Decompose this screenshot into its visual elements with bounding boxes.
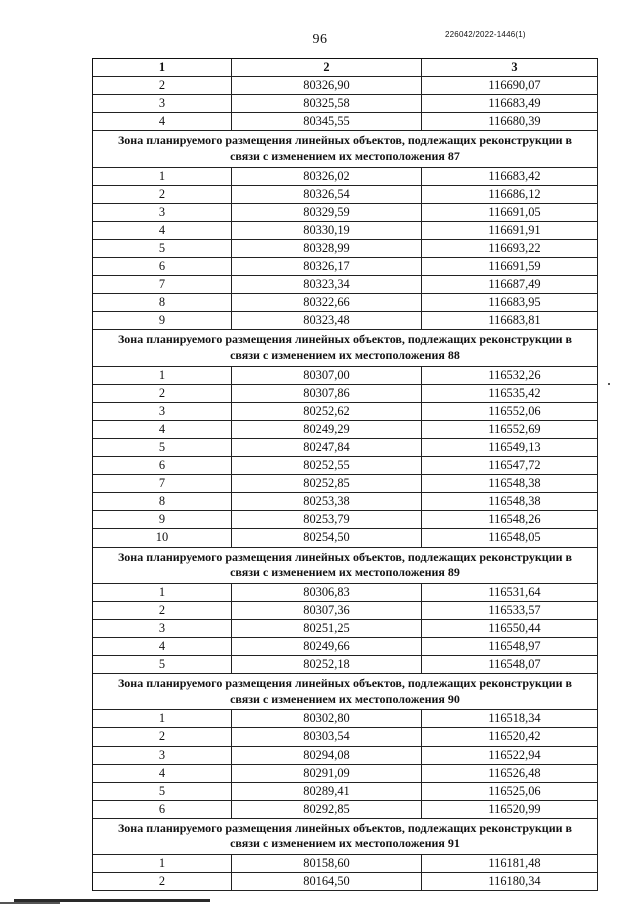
point-number-cell: 7 <box>93 475 232 492</box>
coordinates-table <box>92 58 598 891</box>
zone-heading <box>93 131 598 167</box>
coord-x-cell: 80302,80 <box>232 710 422 727</box>
point-number-cell: 1 <box>93 367 232 384</box>
table-header-row <box>93 59 598 77</box>
coord-y-cell: 116686,12 <box>422 186 598 203</box>
coord-x-cell: 80323,34 <box>232 276 422 293</box>
coord-y-cell: 116548,38 <box>422 493 598 510</box>
table-row <box>93 258 598 276</box>
coord-y-cell: 116181,48 <box>422 855 598 872</box>
coord-x-cell: 80253,79 <box>232 511 422 528</box>
coord-x-cell: 80303,54 <box>232 728 422 745</box>
table-row <box>93 873 598 891</box>
coord-y-cell: 116547,72 <box>422 457 598 474</box>
point-number-cell: 2 <box>93 602 232 619</box>
coord-y-cell: 116525,06 <box>422 783 598 800</box>
table-row <box>93 529 598 547</box>
coord-x-cell: 80289,41 <box>232 783 422 800</box>
point-number-cell: 1 <box>93 584 232 601</box>
point-number-cell: 3 <box>93 403 232 420</box>
table-row <box>93 367 598 385</box>
coord-y-cell: 116683,95 <box>422 294 598 311</box>
table-row <box>93 710 598 728</box>
coord-x-cell: 80345,55 <box>232 113 422 130</box>
coord-y-cell: 116531,64 <box>422 584 598 601</box>
coord-y-cell: 116687,49 <box>422 276 598 293</box>
coord-y-cell: 116549,13 <box>422 439 598 456</box>
table-row <box>93 312 598 330</box>
coord-x-cell: 80254,50 <box>232 529 422 546</box>
point-number-cell: 4 <box>93 421 232 438</box>
coord-x-cell: 80253,38 <box>232 493 422 510</box>
table-row <box>93 584 598 602</box>
coord-x-cell: 80292,85 <box>232 801 422 818</box>
zone-heading <box>93 819 598 855</box>
zone-heading-line1: Зона планируемого размещения линейных объектов, подлежащих реконструкции в <box>117 133 573 148</box>
coord-x-cell: 80306,83 <box>232 584 422 601</box>
coord-x-cell: 80307,86 <box>232 385 422 402</box>
coord-x-cell: 80307,00 <box>232 367 422 384</box>
table-row <box>93 602 598 620</box>
table-row <box>93 95 598 113</box>
coord-x-cell: 80329,59 <box>232 204 422 221</box>
coord-x-cell: 80326,90 <box>232 77 422 94</box>
coord-y-cell: 116683,42 <box>422 168 598 185</box>
zone-heading-line2: связи с изменением их местоположения 90 <box>230 691 460 706</box>
point-number-cell: 3 <box>93 620 232 637</box>
coord-x-cell: 80294,08 <box>232 747 422 764</box>
coord-y-cell: 116548,38 <box>422 475 598 492</box>
coord-y-cell: 116548,07 <box>422 656 598 673</box>
coord-x-cell: 80330,19 <box>232 222 422 239</box>
table-row <box>93 783 598 801</box>
coord-x-cell: 80328,99 <box>232 240 422 257</box>
point-number-cell: 3 <box>93 95 232 112</box>
document-id: 226042/2022-1446(1) <box>445 30 526 39</box>
point-number-cell: 2 <box>93 873 232 890</box>
point-number-cell: 2 <box>93 385 232 402</box>
table-row <box>93 855 598 873</box>
point-number-cell: 6 <box>93 457 232 474</box>
coord-x-cell: 80326,02 <box>232 168 422 185</box>
coord-y-cell: 116533,57 <box>422 602 598 619</box>
table-row <box>93 403 598 421</box>
point-number-cell: 5 <box>93 656 232 673</box>
coord-y-cell: 116526,48 <box>422 765 598 782</box>
zone-heading-line1: Зона планируемого размещения линейных объектов, подлежащих реконструкции в <box>117 820 573 835</box>
coord-y-cell: 116690,07 <box>422 77 598 94</box>
coord-y-cell: 116518,34 <box>422 710 598 727</box>
coord-y-cell: 116683,49 <box>422 95 598 112</box>
zone-heading-line2: связи с изменением их местоположения 88 <box>230 347 460 362</box>
zone-heading-line2: связи с изменением их местоположения 87 <box>230 148 460 163</box>
coord-x-cell: 80249,29 <box>232 421 422 438</box>
point-number-cell: 6 <box>93 801 232 818</box>
table-row <box>93 475 598 493</box>
table-row <box>93 294 598 312</box>
table-row <box>93 222 598 240</box>
table-row <box>93 493 598 511</box>
table-row <box>93 620 598 638</box>
point-number-cell: 3 <box>93 204 232 221</box>
coord-x-cell: 80307,36 <box>232 602 422 619</box>
point-number-cell: 9 <box>93 312 232 329</box>
table-row <box>93 439 598 457</box>
point-number-cell: 7 <box>93 276 232 293</box>
point-number-cell: 1 <box>93 855 232 872</box>
table-row <box>93 638 598 656</box>
table-row <box>93 113 598 131</box>
point-number-cell: 1 <box>93 168 232 185</box>
coord-y-cell: 116691,59 <box>422 258 598 275</box>
point-number-cell: 2 <box>93 728 232 745</box>
coord-y-cell: 116532,26 <box>422 367 598 384</box>
table-row <box>93 728 598 746</box>
table-row <box>93 801 598 819</box>
table-row <box>93 204 598 222</box>
page-number: 96 <box>312 32 328 47</box>
point-number-cell: 2 <box>93 77 232 94</box>
table-row <box>93 511 598 529</box>
column-header-number: 1 <box>93 59 232 76</box>
point-number-cell: 8 <box>93 493 232 510</box>
coord-y-cell: 116522,94 <box>422 747 598 764</box>
table-row <box>93 186 598 204</box>
zone-heading-line1: Зона планируемого размещения линейных объектов, подлежащих реконструкции в <box>117 676 573 691</box>
coord-y-cell: 116691,05 <box>422 204 598 221</box>
coord-x-cell: 80326,17 <box>232 258 422 275</box>
point-number-cell: 10 <box>93 529 232 546</box>
coord-x-cell: 80326,54 <box>232 186 422 203</box>
column-header-x: 2 <box>232 59 422 76</box>
coord-x-cell: 80249,66 <box>232 638 422 655</box>
coord-x-cell: 80158,60 <box>232 855 422 872</box>
scan-edge-artifact <box>0 896 640 905</box>
table-row <box>93 656 598 674</box>
point-number-cell: 8 <box>93 294 232 311</box>
point-number-cell: 5 <box>93 783 232 800</box>
coord-y-cell: 116180,34 <box>422 873 598 890</box>
coord-x-cell: 80247,84 <box>232 439 422 456</box>
scan-speck <box>608 383 610 385</box>
table-row <box>93 457 598 475</box>
point-number-cell: 2 <box>93 186 232 203</box>
point-number-cell: 3 <box>93 747 232 764</box>
table-row <box>93 168 598 186</box>
zone-heading-line2: связи с изменением их местоположения 89 <box>230 565 460 580</box>
zone-heading <box>93 548 598 584</box>
point-number-cell: 4 <box>93 222 232 239</box>
coord-x-cell: 80251,25 <box>232 620 422 637</box>
coord-x-cell: 80325,58 <box>232 95 422 112</box>
point-number-cell: 5 <box>93 439 232 456</box>
table-row <box>93 77 598 95</box>
coord-y-cell: 116548,05 <box>422 529 598 546</box>
point-number-cell: 5 <box>93 240 232 257</box>
coord-x-cell: 80291,09 <box>232 765 422 782</box>
point-number-cell: 4 <box>93 765 232 782</box>
coord-x-cell: 80252,18 <box>232 656 422 673</box>
coord-y-cell: 116552,06 <box>422 403 598 420</box>
coord-x-cell: 80164,50 <box>232 873 422 890</box>
coord-y-cell: 116520,99 <box>422 801 598 818</box>
coord-x-cell: 80252,62 <box>232 403 422 420</box>
zone-heading-line2: связи с изменением их местоположения 91 <box>230 836 460 851</box>
coord-y-cell: 116520,42 <box>422 728 598 745</box>
coord-y-cell: 116691,91 <box>422 222 598 239</box>
coord-y-cell: 116550,44 <box>422 620 598 637</box>
zone-heading-line1: Зона планируемого размещения линейных объектов, подлежащих реконструкции в <box>117 332 573 347</box>
table-row <box>93 385 598 403</box>
coord-y-cell: 116535,42 <box>422 385 598 402</box>
coord-y-cell: 116548,97 <box>422 638 598 655</box>
table-row <box>93 765 598 783</box>
column-header-y: 3 <box>422 59 598 76</box>
coord-y-cell: 116683,81 <box>422 312 598 329</box>
table-row <box>93 421 598 439</box>
coord-x-cell: 80252,55 <box>232 457 422 474</box>
coord-x-cell: 80323,48 <box>232 312 422 329</box>
coord-x-cell: 80252,85 <box>232 475 422 492</box>
point-number-cell: 4 <box>93 638 232 655</box>
point-number-cell: 1 <box>93 710 232 727</box>
zone-heading <box>93 330 598 366</box>
table-row <box>93 240 598 258</box>
point-number-cell: 9 <box>93 511 232 528</box>
point-number-cell: 4 <box>93 113 232 130</box>
zone-heading-line1: Зона планируемого размещения линейных объектов, подлежащих реконструкции в <box>117 549 573 564</box>
coord-y-cell: 116548,26 <box>422 511 598 528</box>
coord-y-cell: 116552,69 <box>422 421 598 438</box>
coord-y-cell: 116693,22 <box>422 240 598 257</box>
table-row <box>93 747 598 765</box>
zone-heading <box>93 674 598 710</box>
table-row <box>93 276 598 294</box>
coord-x-cell: 80322,66 <box>232 294 422 311</box>
point-number-cell: 6 <box>93 258 232 275</box>
coord-y-cell: 116680,39 <box>422 113 598 130</box>
